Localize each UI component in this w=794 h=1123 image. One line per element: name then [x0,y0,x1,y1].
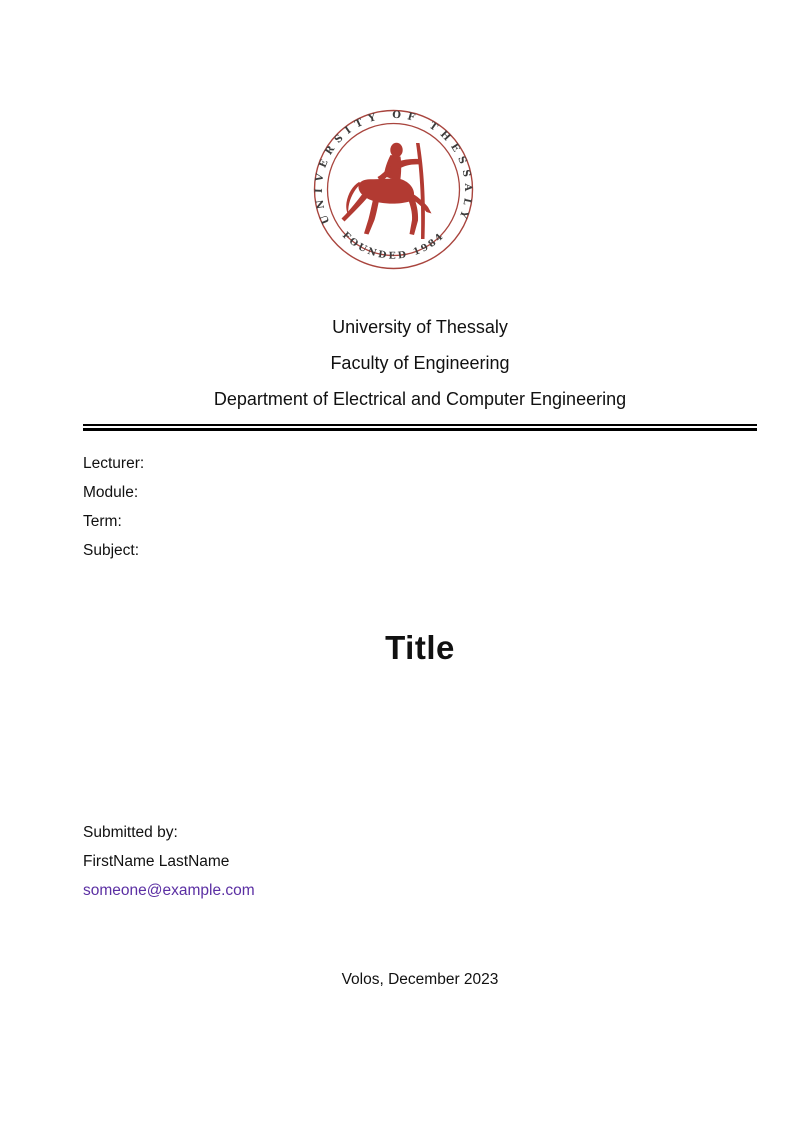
author-email-link[interactable]: someone@example.com [83,882,255,899]
submitted-by-label: Submitted by: [83,824,178,841]
centaur-emblem-icon [342,143,432,239]
seal-top-arc-text: UNIVERSITY OF THESSALY [313,109,474,226]
university-seal-logo [313,109,474,270]
document-title: Title [385,629,455,666]
institution-header [83,309,757,417]
seal-bottom-arc-text: FOUNDED 1984 [339,230,448,262]
university-name: University of Thessaly [332,317,508,337]
term-label: Term: [83,513,122,530]
author-name: FirstName LastName [83,853,230,870]
double-rule [83,424,757,431]
department-name: Department of Electrical and Computer Engineering [213,389,627,409]
course-details [83,449,757,565]
lecturer-label: Lecturer: [83,455,145,472]
module-label: Module: [83,484,139,501]
submission-block [83,818,757,905]
faculty-name: Faculty of Engineering [330,353,510,373]
place-date: Volos, December 2023 [341,971,499,988]
subject-label: Subject: [83,542,140,559]
